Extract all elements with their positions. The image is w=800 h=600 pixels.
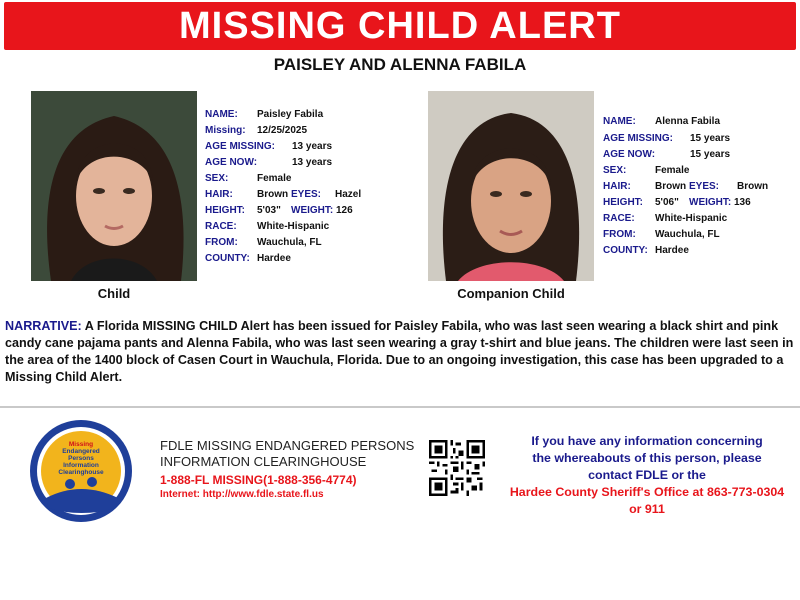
weight-label: WEIGHT:	[689, 197, 732, 208]
svg-text:Information: Information	[63, 462, 99, 469]
missing-value: 12/25/2025	[257, 125, 308, 136]
eyes-value: Hazel	[335, 189, 362, 200]
hair-value: Brown	[655, 181, 687, 192]
race-value: White-Hispanic	[655, 213, 728, 224]
name-row	[603, 116, 721, 127]
contact-line-4: Hardee County Sheriff's Office at 863-773-0304	[509, 485, 785, 499]
height-value: 5'06"	[655, 197, 679, 208]
height-value: 5'03"	[257, 205, 281, 216]
svg-text:Clearinghouse: Clearinghouse	[58, 469, 104, 476]
weight-value: 126	[336, 205, 353, 216]
race-row	[603, 213, 728, 224]
narrative-text: A Florida MISSING CHILD Alert has been issued for Paisley Fabila, who was last seen wearing a black shirt and pink candy cane pajama pants and Alenna Fabila, who was last seen wearing a gray t-shirt and blue jeans. The children were last seen in the area of the 1400 block of Casen Court in Wauchula, Florida. Due to an ongoing investigation, this case has been upgraded to a Missing Child Alert.	[5, 319, 794, 384]
name-label: NAME:	[205, 109, 238, 120]
from-value: Wauchula, FL	[655, 229, 720, 240]
website-link[interactable]: Internet: http://www.fdle.state.fl.us	[160, 489, 324, 500]
section-divider	[0, 406, 800, 408]
age-missing-label: AGE MISSING:	[603, 133, 674, 144]
county-value: Hardee	[655, 245, 689, 256]
hotline-phone[interactable]: 1-888-FL MISSING(1-888-356-4774)	[160, 473, 357, 487]
eyes-label: EYES:	[689, 181, 720, 192]
companion-caption: Companion Child	[457, 286, 565, 301]
county-label: COUNTY:	[205, 253, 250, 264]
weight-label: WEIGHT:	[291, 205, 334, 216]
hair-label: HAIR:	[603, 181, 631, 192]
companion-child-photo	[428, 91, 594, 281]
alert-banner	[4, 2, 796, 50]
from-value: Wauchula, FL	[257, 237, 322, 248]
clearinghouse-info	[160, 438, 420, 502]
age-missing-label: AGE MISSING:	[205, 141, 276, 152]
sex-row	[205, 173, 292, 184]
age-now-value: 15 years	[690, 149, 731, 160]
age-now-label: AGE NOW:	[205, 157, 258, 168]
sex-value: Female	[257, 173, 292, 184]
age-missing-row	[205, 141, 333, 152]
name-row	[205, 109, 324, 120]
race-value: White-Hispanic	[257, 221, 330, 232]
county-row	[603, 245, 689, 256]
child-photo	[31, 91, 197, 281]
age-missing-value: 13 years	[292, 141, 333, 152]
name-value: Alenna Fabila	[655, 116, 721, 127]
county-row	[205, 253, 291, 264]
contact-line-2: the whereabouts of this person, please	[532, 451, 762, 465]
org-line-1: FDLE MISSING ENDANGERED PERSONS	[160, 438, 415, 453]
missing-label: Missing:	[205, 125, 246, 136]
hair-row	[205, 189, 362, 200]
race-row	[205, 221, 330, 232]
sex-row	[603, 165, 690, 176]
sex-label: SEX:	[205, 173, 229, 184]
narrative-label: NARRATIVE:	[5, 319, 82, 333]
age-now-row	[603, 149, 731, 160]
missing-row	[205, 125, 308, 136]
clearinghouse-logo-icon	[26, 418, 136, 524]
height-row	[205, 205, 353, 216]
page-subtitle: PAISLEY AND ALENNA FABILA	[273, 55, 527, 74]
child-details	[205, 109, 405, 269]
race-label: RACE:	[205, 221, 237, 232]
eyes-value: Brown	[737, 181, 769, 192]
org-line-2: INFORMATION CLEARINGHOUSE	[160, 454, 367, 469]
svg-text:Persons: Persons	[68, 455, 94, 462]
qr-code-icon[interactable]	[429, 440, 485, 496]
height-label: HEIGHT:	[603, 197, 643, 208]
from-row	[603, 229, 720, 240]
from-label: FROM:	[603, 229, 636, 240]
narrative	[5, 318, 795, 386]
from-row	[205, 237, 322, 248]
race-label: RACE:	[603, 213, 635, 224]
age-now-value: 13 years	[292, 157, 333, 168]
child-portrait-image	[31, 91, 197, 281]
eyes-label: EYES:	[291, 189, 322, 200]
contact-line-5: or 911	[629, 502, 665, 516]
hair-label: HAIR:	[205, 189, 233, 200]
contact-line-1: If you have any information concerning	[531, 434, 763, 448]
name-value: Paisley Fabila	[257, 109, 324, 120]
hair-value: Brown	[257, 189, 289, 200]
height-row	[603, 197, 751, 208]
companion-portrait-image	[428, 91, 594, 281]
banner-title: MISSING CHILD ALERT	[179, 4, 621, 47]
age-now-row	[205, 157, 333, 168]
name-label: NAME:	[603, 116, 636, 127]
height-label: HEIGHT:	[205, 205, 245, 216]
contact-info	[494, 433, 800, 518]
age-missing-value: 15 years	[690, 133, 731, 144]
sex-label: SEX:	[603, 165, 627, 176]
companion-details	[603, 116, 798, 266]
county-value: Hardee	[257, 253, 291, 264]
county-label: COUNTY:	[603, 245, 648, 256]
hair-row	[603, 181, 769, 192]
svg-text:Endangered: Endangered	[62, 448, 100, 455]
age-now-label: AGE NOW:	[603, 149, 656, 160]
child-caption: Child	[97, 286, 131, 301]
from-label: FROM:	[205, 237, 238, 248]
contact-line-3: contact FDLE or the	[588, 468, 706, 482]
weight-value: 136	[734, 197, 751, 208]
svg-text:Missing: Missing	[68, 441, 94, 448]
sex-value: Female	[655, 165, 690, 176]
age-missing-row	[603, 133, 731, 144]
